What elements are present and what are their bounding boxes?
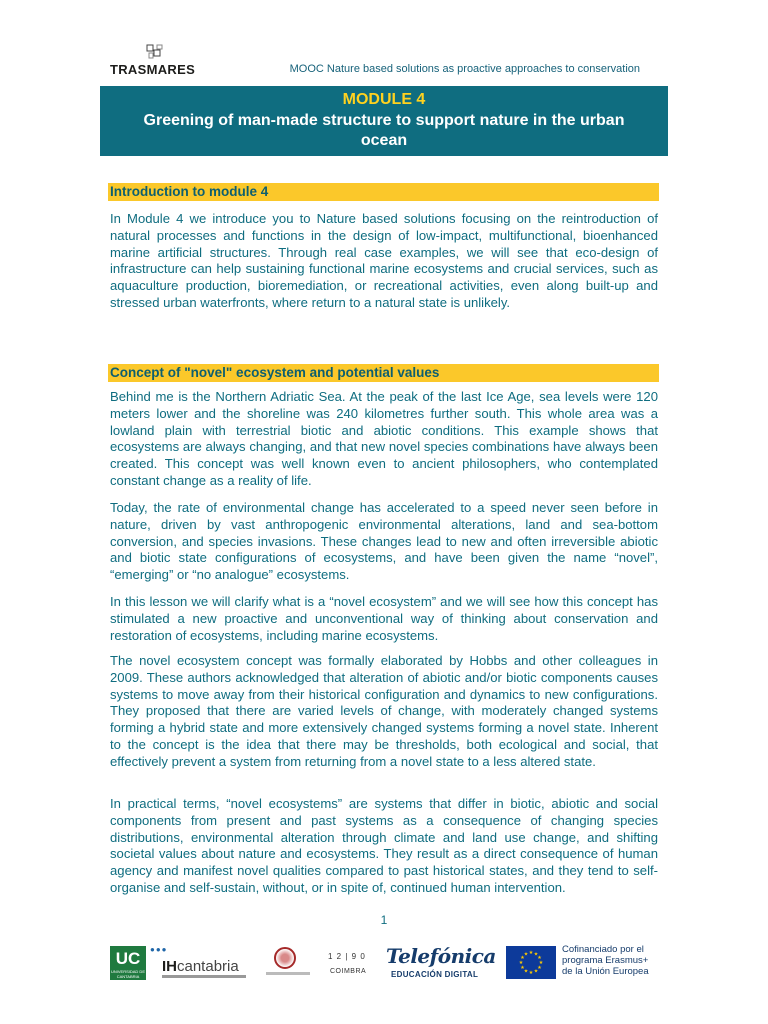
partner-logos: [108, 940, 668, 990]
page-header: [110, 40, 670, 80]
eu-text-line: programa Erasmus+: [562, 955, 649, 966]
svg-text:★: ★: [533, 968, 539, 975]
paragraph: The novel ecosystem concept was formally elaborated by Hobbs and other colleagues in 2009. These authors acknowledged that alteration of abiotic and/or biotic components causes systems to move away from their historical configuration and dynamics to new configurations. They proposed that there are varied levels of change, with moderately changed systems forming a hybrid state and more extensively changed systems forming a novel state. Inherent to the concept is the idea that there may be thresholds, both ecological and social, that effectively prevent a system from returning from a novel state to a less altered state.: [110, 653, 658, 769]
bologna-seal-subtitle-bar: [266, 972, 310, 975]
svg-text:★: ★: [518, 960, 524, 966]
ih-logo-subtitle-bar: [162, 975, 246, 978]
svg-text:★: ★: [537, 955, 542, 961]
ih-logo-rest: cantabria: [177, 958, 239, 975]
svg-text:★: ★: [523, 951, 529, 958]
svg-text:★: ★: [523, 968, 529, 975]
module-title: Greening of man-made structure to support nature in the urban ocean: [143, 112, 625, 149]
paragraph: Today, the rate of environmental change has accelerated to a speed never seen before in nature, driven by vast anthropogenic environmental alterations, land and sea-bottom conversion, and species invasions. These changes lead to new and often irreversible abiotic and biotic state configurations of ecosystems, and have been given the name “novel”, “emerging” or “no analogue” ecosystems.: [110, 500, 658, 583]
ih-dots-icon: ●●●: [150, 945, 168, 954]
telefonica-subtitle: EDUCACIÓN DIGITAL: [391, 970, 479, 979]
svg-text:★: ★: [520, 965, 525, 971]
eu-text-line: Cofinanciado por el: [562, 944, 644, 955]
section-heading-introduction: Introduction to module 4: [108, 183, 659, 201]
bologna-seal-icon: [274, 947, 296, 969]
svg-text:★: ★: [533, 951, 539, 958]
svg-text:★: ★: [528, 970, 534, 976]
ih-logo-bold: IH: [162, 958, 177, 975]
paragraph: In Module 4 we introduce you to Nature based solutions focusing on the reintroduction of natural processes and functions in the design of low-impact, multifunctional, bioenhanced marine artificial structures. Through real case examples, we will see that eco-design of infrastructure can help sustaining functional marine ecosystems and crucial services, such as aquaculture production, bioremediation, or recreational activities, even along built-up and stressed urban waterfronts, where return to a natural state is unlikely.: [110, 211, 658, 310]
module-number: MODULE 4: [342, 91, 426, 108]
erasmus-cofunding-text: [562, 944, 649, 977]
section-heading-novel-ecosystem: Concept of "novel" ecosystem and potential values: [108, 364, 659, 382]
paragraph: In this lesson we will clarify what is a “novel ecosystem” and we will see how this concept has stimulated a new proactive and unconventional way of thinking about conservation and restoration of ecosystems, including marine ecosystems.: [110, 594, 658, 643]
svg-text:★: ★: [528, 950, 534, 956]
svg-text:★: ★: [520, 955, 525, 961]
eu-flag-icon: [506, 946, 556, 979]
uc-logo: UC: [110, 946, 146, 980]
paragraph: In practical terms, “novel ecosystems” are systems that differ in biotic, abiotic and social components from present and past systems as a consequence of changing species distributions, environmental alteration through climate and land use change, and shifting societal values about nature and ecosystems. They result as a direct consequence of human agency and manifest novel qualities compared to past historical states, and they tend to self-organise and self-sustain, without, or in spite of, continued human intervention.: [110, 796, 658, 895]
telefonica-logo: Telefónica: [386, 944, 496, 968]
course-title: MOOC Nature based solutions as proactive approaches to conservation: [289, 63, 640, 75]
svg-text:★: ★: [537, 965, 542, 971]
coimbra-mark: 1 2 | 9 0: [328, 952, 366, 961]
ihcantabria-logo: [162, 958, 239, 975]
svg-text:★: ★: [538, 960, 544, 966]
eu-stars-icon: [506, 946, 556, 979]
coimbra-logo-text: COIMBRA: [330, 968, 367, 975]
uc-logo-subtitle: UNIVERSIDAD DE CANTABRIA: [110, 969, 145, 979]
module-banner: [100, 86, 668, 156]
trasmares-logo-text: TRASMARES: [110, 62, 196, 77]
eu-text-line: de la Unión Europea: [562, 966, 649, 977]
trasmares-logo-icon: [146, 44, 164, 60]
page-number: 1: [380, 913, 388, 927]
paragraph: Behind me is the Northern Adriatic Sea. At the peak of the last Ice Age, sea levels were 120 meters lower and the shoreline was 240 kilometres further south. This whole area was a lowland plain with terrestrial biotic and abiotic conditions. This example shows that ecosystems are always changing, and that new novel species combinations have always been created. This concept was well known even to ancient philosophers, who contemplated constant change as a reality of life.: [110, 389, 658, 488]
